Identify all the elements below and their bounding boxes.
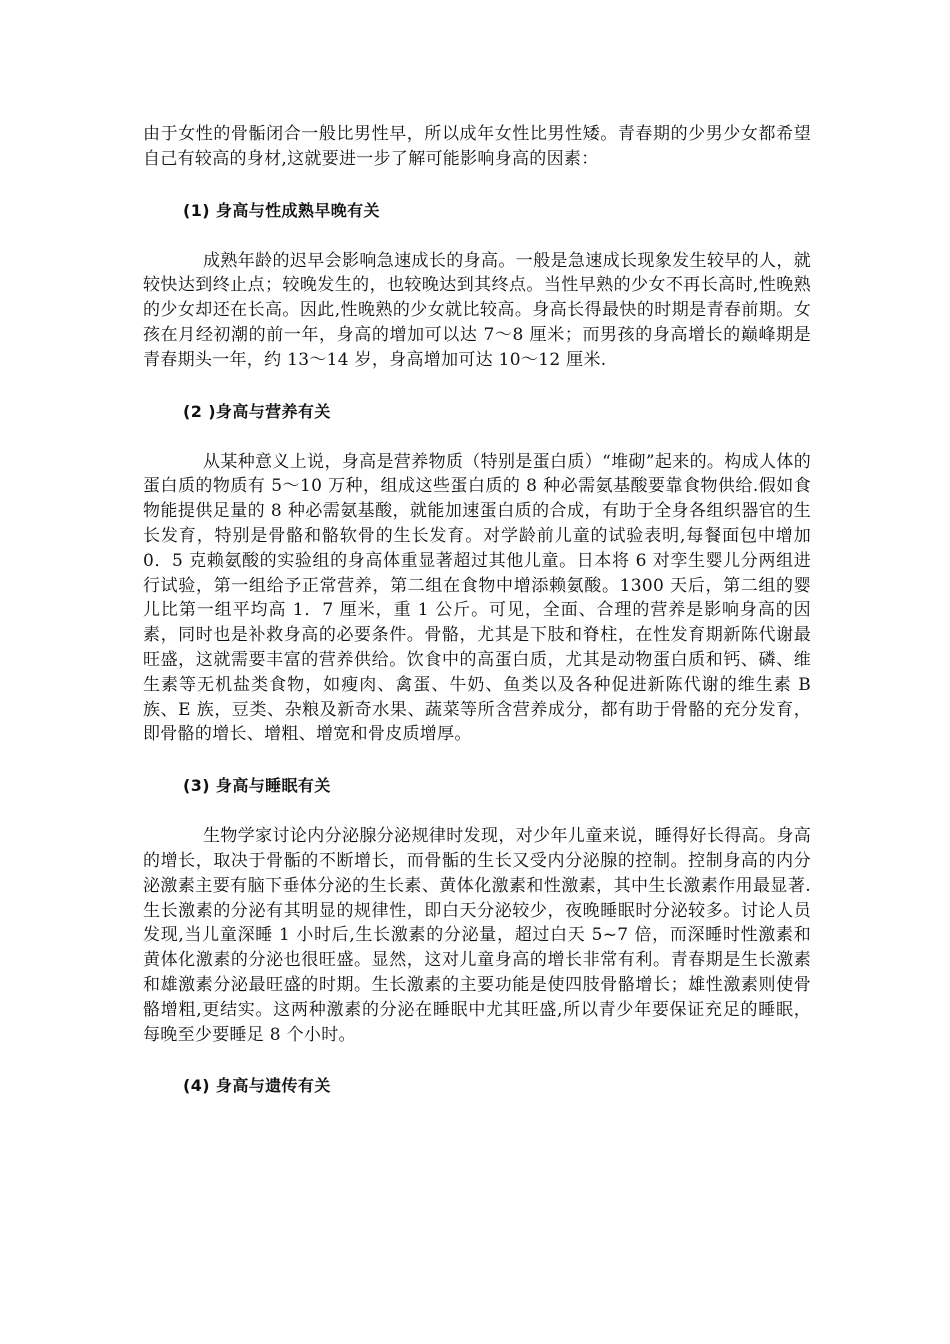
section-heading-maturity: (1) 身高与性成熟早晚有关 xyxy=(183,200,380,220)
document-page xyxy=(143,122,811,1098)
section-body-nutrition: 从某种意义上说，身高是营养物质（特别是蛋白质）“堆砌”起来的。构成人体的蛋白质的物质有 5～10 万种，组成这些蛋白质的 8 种必需氨基酸要靠食物供给.假如食物能提供足量的 8 种必需氨基酸，就能加速蛋白质的合成，有助于全身各组织器官的生长发育，特别是骨骼和骼软骨的生长发育。对学龄前儿童的试验表明,每餐面包中增加 0．5 克赖氨酸的实验组的身高体重显著超过其他儿童。日本将 6 对孪生婴儿分两组进行试验，第一组给予正常营养，第二组在食物中增添赖氨酸。1300 天后，第二组的婴儿比第一组平均高 1．7 厘米，重 1 公斤。可见，全面、合理的营养是影响身高的因素，同时也是补救身高的必要条件。骨骼，尤其是下肢和脊柱，在性发育期新陈代谢最旺盛，这就需要丰富的营养供给。饮食中的高蛋白质，尤其是动物蛋白质和钙、磷、维生素等无机盐类食物，如瘦肉、禽蛋、牛奶、鱼类以及各种促进新陈代谢的维生素 B 族、E 族，豆类、杂粮及新奇水果、蔬菜等所含营养成分，都有助于骨骼的充分发育，即骨骼的增长、增粗、增宽和骨皮质增厚。 xyxy=(143,451,811,745)
section-heading-sleep: (3) 身高与睡眠有关 xyxy=(183,776,331,796)
section-body-maturity: 成熟年龄的迟早会影响急速成长的身高。一般是急速成长现象发生较早的人，就较快达到终止点；较晚发生的，也较晚达到其终点。当性早熟的少女不再长高时,性晚熟的少女却还在长高。因此,性晚熟的少女就比较高。身高长得最快的时期是青春前期。女孩在月经初潮的前一年，身高的增加可以达 7～8 厘米；而男孩的身高增长的巅峰期是青春期头一年，约 13～14 岁，身高增加可达 10～12 厘米. xyxy=(143,250,811,370)
section-heading-nutrition: (2 )身高与营养有关 xyxy=(183,401,331,421)
intro-paragraph: 由于女性的骨骺闭合一般比男性早，所以成年女性比男性矮。青春期的少男少女都希望自己有较高的身材,这就要进一步了解可能影响身高的因素： xyxy=(143,124,811,169)
section-body-sleep: 生物学家讨论内分泌腺分泌规律时发现，对少年儿童来说，睡得好长得高。身高的增长，取决于骨骺的不断增长，而骨骺的生长又受内分泌腺的控制。控制身高的内分泌激素主要有脑下垂体分泌的生长素、黄体化激素和性激素，其中生长激素作用最显著.生长激素的分泌有其明显的规律性，即白天分泌较少，夜晚睡眠时分泌较多。讨论人员发现,当儿童深睡 1 小时后,生长激素的分泌量，超过白天 5~7 倍，而深睡时性激素和黄体化激素的分泌也很旺盛。显然，这对儿童身高的增长非常有利。青春期是生长激素和雄激素分泌最旺盛的时期。生长激素的主要功能是使四肢骨骼增长；雄性激素则使骨骼增粗,更结实。这两种激素的分泌在睡眠中尤其旺盛,所以青少年要保证充足的睡眠，每晚至少要睡足 8 个小时。 xyxy=(143,826,811,1045)
section-heading-genetics: (4) 身高与遗传有关 xyxy=(183,1076,331,1096)
